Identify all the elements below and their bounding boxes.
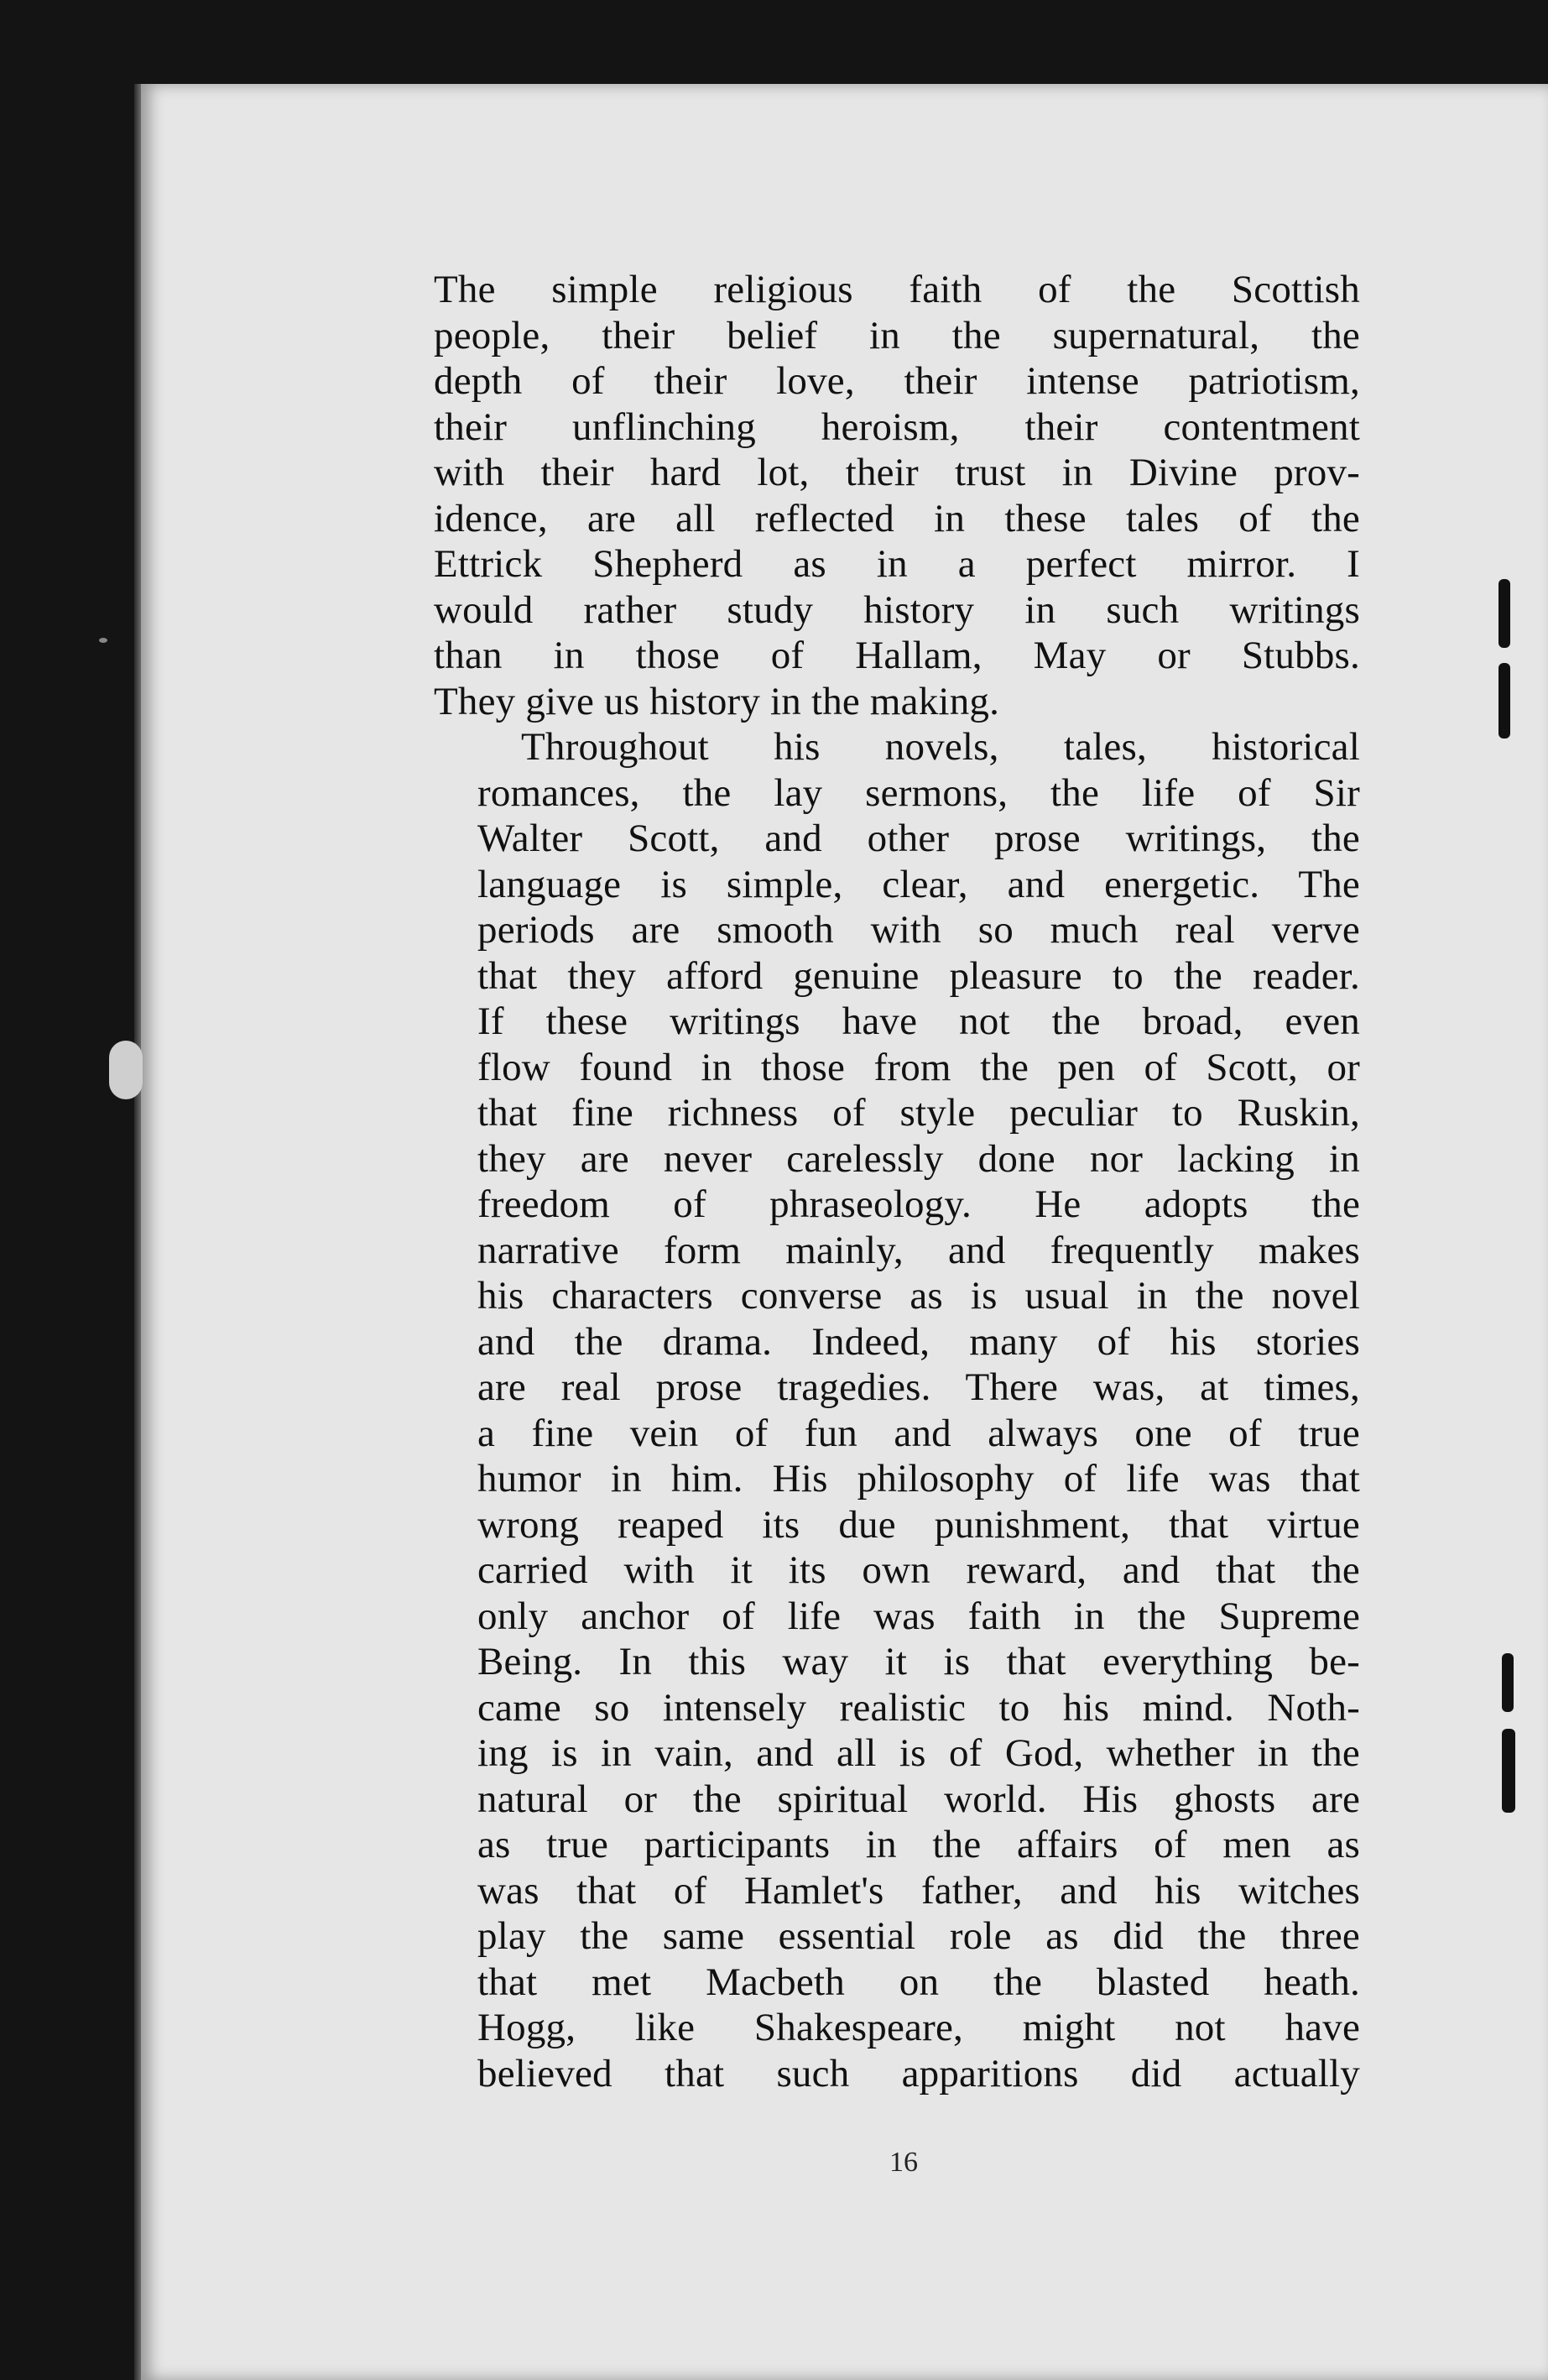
text-line: that met Macbeth on the blasted heath. <box>477 1960 1360 2004</box>
text-line: would rather study history in such writings <box>434 587 1360 632</box>
text-line: periods are smooth with so much real verve <box>477 908 1360 952</box>
text-line: a fine vein of fun and always one of true <box>477 1411 1360 1455</box>
text-line: idence, are all reflected in these tales of the <box>434 496 1360 540</box>
text-line: believed that such apparitions did actually <box>477 2051 1360 2096</box>
scan-speck <box>99 638 107 643</box>
text-line: Being. In this way it is that everything be- <box>477 1640 1360 1683</box>
text-line: ing is in vain, and all is of God, whether in the <box>477 1731 1360 1775</box>
text-line: than in those of Hallam, May or Stubbs. <box>434 634 1360 677</box>
text-line: flow found in those from the pen of Scott, or <box>477 1045 1360 1089</box>
text-line: language is simple, clear, and energetic. The <box>477 862 1360 906</box>
text-line: Hogg, like Shakespeare, might not have <box>477 2006 1360 2049</box>
text-line: people, their belief in the supernatural, the <box>434 313 1360 358</box>
text-line: romances, the lay sermons, the life of Sir <box>477 770 1360 815</box>
text-line: The simple religious faith of the Scottish <box>434 268 1360 311</box>
text-line: they are never carelessly done nor lacking in <box>477 1136 1360 1181</box>
text-line: They give us history in the making. <box>434 679 1000 723</box>
text-line: Ettrick Shepherd as in a perfect mirror. I <box>434 542 1360 586</box>
scan-mark <box>1502 1729 1515 1813</box>
text-line: with their hard lot, their trust in Divine prov- <box>434 451 1360 494</box>
scan-mark <box>1498 579 1510 648</box>
body-text <box>434 267 1360 2096</box>
text-line: only anchor of life was faith in the Supreme <box>477 1594 1360 1638</box>
text-line: that fine richness of style peculiar to Ruskin, <box>477 1091 1360 1135</box>
text-line: wrong reaped its due punishment, that virtue <box>477 1502 1360 1547</box>
text-line: carried with it its own reward, and that the <box>477 1548 1360 1592</box>
text-line: that they afford genuine pleasure to the reader. <box>477 953 1360 998</box>
text-line: freedom of phraseology. He adopts the <box>477 1182 1360 1226</box>
text-line: If these writings have not the broad, even <box>477 999 1360 1043</box>
text-line: their unflinching heroism, their contentment <box>434 404 1360 449</box>
text-line: as true participants in the affairs of men as <box>477 1823 1360 1866</box>
text-line: play the same essential role as did the three <box>477 1914 1360 1958</box>
scan-speck <box>109 1041 143 1099</box>
paragraph <box>434 724 1360 2096</box>
text-line: are real prose tragedies. There was, at times, <box>477 1365 1360 1409</box>
text-line: Throughout his novels, tales, historical <box>521 725 1360 769</box>
scan-mark <box>1498 663 1510 739</box>
text-line: humor in him. His philosophy of life was that <box>477 1457 1360 1501</box>
scan-mark <box>1502 1653 1514 1712</box>
text-line: depth of their love, their intense patriotism, <box>434 359 1360 403</box>
text-line: came so intensely realistic to his mind. Noth- <box>477 1685 1360 1730</box>
text-line: natural or the spiritual world. His ghosts are <box>477 1777 1360 1821</box>
text-line: his characters converse as is usual in the novel <box>477 1274 1360 1318</box>
text-line: was that of Hamlet's father, and his witches <box>477 1868 1360 1913</box>
paragraph <box>434 267 1360 724</box>
text-line: narrative form mainly, and frequently makes <box>477 1228 1360 1272</box>
page-number: 16 <box>889 2147 918 2178</box>
text-line: and the drama. Indeed, many of his stories <box>477 1319 1360 1364</box>
text-line: Walter Scott, and other prose writings, the <box>477 817 1360 860</box>
